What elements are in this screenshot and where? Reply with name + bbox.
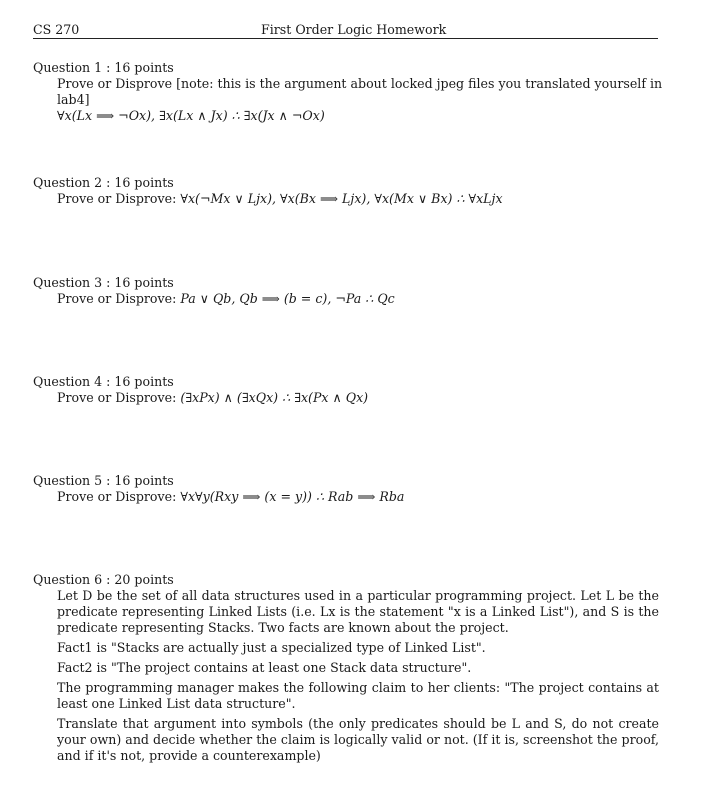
page-title: First Order Logic Homework bbox=[261, 22, 447, 37]
question-4-formula: (∃xPx) ∧ (∃xQx) ∴ ∃x(Px ∧ Qx) bbox=[180, 390, 369, 405]
question-1-prompt: Prove or Disprove [note: this is the argument about locked jpeg files you translated yourself in lab4] bbox=[57, 76, 663, 107]
question-6-paragraph: Let D be the set of all data structures used in a particular programming project. Let L be the predicate representing Linked Lists (i.e. Lx is the statement "x is a Linked List"), and S is the predicate representing Stacks. Two facts are known about the project. bbox=[57, 588, 659, 635]
course-code: CS 270 bbox=[33, 22, 80, 37]
question-2-formula: ∀x(¬Mx ∨ Ljx), ∀x(Bx ⟹ Ljx), ∀x(Mx ∨ Bx) ∴ ∀xLjx bbox=[180, 191, 503, 206]
question-1 bbox=[33, 60, 663, 124]
question-1-title: Question 1 : 16 points bbox=[33, 60, 174, 75]
question-5 bbox=[33, 473, 663, 505]
question-6-instructions: Translate that argument into symbols (the only predicates should be L and S, do not create your own) and decide whether the claim is logically valid or not. (If it is, screenshot the proof, and if it's not, provide a counterexample) bbox=[57, 716, 659, 763]
question-6-body bbox=[57, 588, 659, 764]
question-6-fact1: Fact1 is "Stacks are actually just a specialized type of Linked List". bbox=[57, 640, 486, 655]
question-1-formula: ∀x(Lx ⟹ ¬Ox), ∃x(Lx ∧ Jx) ∴ ∃x(Jx ∧ ¬Ox) bbox=[57, 108, 325, 123]
question-6-claim: The programming manager makes the following claim to her clients: "The project contains at least one Linked List data structure". bbox=[57, 680, 659, 711]
question-4-prompt: Prove or Disprove: bbox=[57, 390, 177, 405]
question-6 bbox=[33, 572, 659, 768]
question-4 bbox=[33, 374, 663, 406]
question-3-prompt: Prove or Disprove: bbox=[57, 291, 177, 306]
question-2 bbox=[33, 175, 663, 207]
question-3-title: Question 3 : 16 points bbox=[33, 275, 174, 290]
question-6-fact2: Fact2 is "The project contains at least one Stack data structure". bbox=[57, 660, 472, 675]
question-3 bbox=[33, 275, 663, 307]
question-5-prompt: Prove or Disprove: bbox=[57, 489, 177, 504]
question-4-title: Question 4 : 16 points bbox=[33, 374, 174, 389]
question-3-formula: Pa ∨ Qb, Qb ⟹ (b = c), ¬Pa ∴ Qc bbox=[180, 291, 395, 306]
question-2-title: Question 2 : 16 points bbox=[33, 175, 174, 190]
question-5-formula: ∀x∀y(Rxy ⟹ (x = y)) ∴ Rab ⟹ Rba bbox=[180, 489, 405, 504]
question-5-title: Question 5 : 16 points bbox=[33, 473, 174, 488]
question-2-prompt: Prove or Disprove: bbox=[57, 191, 177, 206]
question-6-title: Question 6 : 20 points bbox=[33, 572, 174, 587]
page-header bbox=[33, 22, 658, 39]
